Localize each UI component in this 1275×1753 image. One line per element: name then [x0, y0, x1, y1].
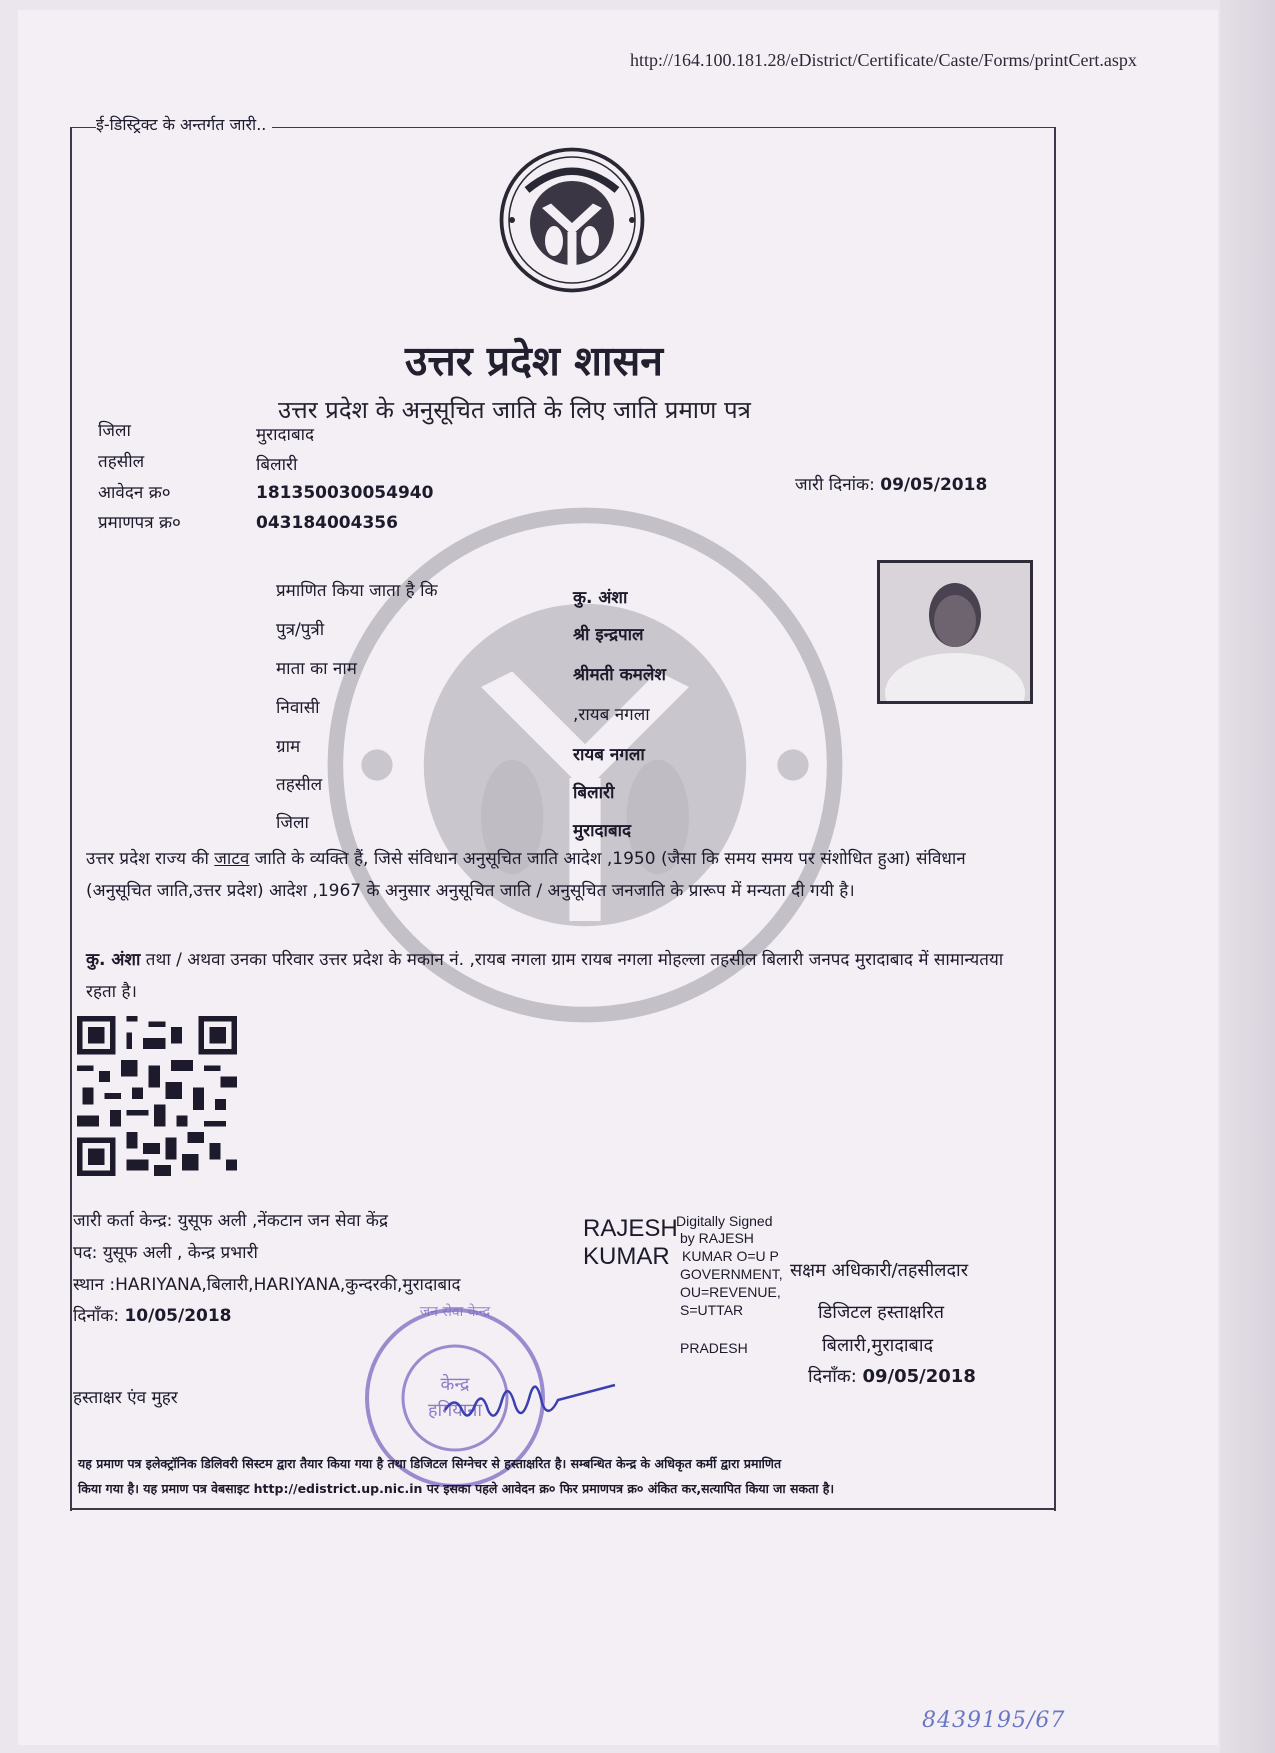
issued-under-note: ई-डिस्ट्रिक्ट के अन्तर्गत जारी..: [96, 113, 272, 135]
authority-date: [808, 1364, 976, 1388]
field-label-tehsil: तहसील: [276, 775, 323, 795]
stamp-place-text: हगियाना: [427, 1400, 483, 1421]
issuer-date-value: 10/05/2018: [124, 1306, 232, 1326]
authority-place: बिलारी,मुरादाबाद: [822, 1335, 934, 1356]
field-label-resident: निवासी: [276, 698, 320, 718]
issuer-date-label: दिनाँक:: [73, 1306, 120, 1326]
meta-label-tehsil: तहसील: [98, 452, 145, 472]
residence-text: तथा / अथवा उनका परिवार उत्तर प्रदेश के मकान नं. ,रायब नगला ग्राम रायब नगला मोहल्ला तहसील बिलारी जनपद मुरादाबाद में सामान्यतया रहता है।: [86, 950, 1004, 1002]
authority-digital-signed: डिजिटल हस्ताक्षरित: [818, 1302, 944, 1323]
person-photo-icon: [880, 563, 1030, 701]
sign-and-seal-label: हस्ताक्षर एंव मुहर: [73, 1388, 178, 1408]
field-value-resident: ,रायब नगला: [573, 705, 650, 725]
sig-line-6: S=UTTAR: [680, 1302, 744, 1318]
meta-label-district: जिला: [98, 421, 131, 441]
meta-label-certificate-no: प्रमाणपत्र क्र०: [98, 513, 181, 533]
sig-line-1: Digitally Signed: [676, 1213, 773, 1229]
handwritten-signature-icon: [440, 1355, 620, 1435]
meta-value-certificate-no: 043184004356: [256, 513, 398, 533]
certificate-subtitle: उत्तर प्रदेश के अनुसूचित जाति के लिए जाति प्रमाण पत्र: [278, 396, 751, 424]
issue-date: [795, 472, 987, 495]
issuing-center: जारी कर्ता केन्द्र: युसूफ अली ,नेंकटान जन सेवा केंद्र: [73, 1211, 388, 1231]
field-label-district: जिला: [276, 813, 309, 833]
sig-line-2: by RAJESH: [680, 1230, 754, 1246]
stamp-center-text: केन्द्र: [440, 1374, 470, 1395]
applicant-photo: [877, 560, 1033, 704]
up-government-emblem-icon: [497, 145, 647, 295]
issuer-date: [73, 1303, 232, 1326]
field-value-district: मुरादाबाद: [573, 821, 632, 841]
signer-name-line2: KUMAR: [583, 1243, 670, 1270]
meta-value-district: मुरादाबाद: [256, 425, 315, 445]
qr-code-icon: [77, 1016, 237, 1176]
field-label-mother: माता का नाम: [276, 659, 357, 679]
frame-bottom-border: [70, 1508, 1055, 1510]
caste-name: जाटव: [214, 849, 250, 869]
authority-date-label: दिनाँक:: [808, 1366, 857, 1387]
issuer-post: पद: युसूफ अली , केन्द्र प्रभारी: [73, 1243, 258, 1263]
residence-paragraph: [86, 944, 1016, 1008]
sig-line-7: PRADESH: [680, 1340, 748, 1356]
field-value-father: श्री इन्द्रपाल: [573, 625, 644, 645]
field-value-tehsil: बिलारी: [573, 783, 615, 803]
sig-line-4: GOVERNMENT,: [680, 1266, 783, 1282]
issue-date-label: जारी दिनांक:: [795, 475, 875, 495]
sig-line-3: KUMAR O=U P: [682, 1248, 779, 1264]
paragraph-text-start: उत्तर प्रदेश राज्य की: [86, 849, 215, 869]
paragraph-text-end: जाति के व्यक्ति हैं, जिसे संविधान अनुसूचित जाति आदेश ,1950 (जैसा कि समय समय पर संशोधित हुआ) संविधान (अनुसूचित जाति,उत्तर प्रदेश) आदेश ,1967 के अनुसार अनुसूचित जाति / अनुसूचित जनजाति के प्रारूप में मन्यता दी गयी है।: [86, 849, 966, 901]
footer-line-2: किया गया है। यह प्रमाण पत्र वेबसाइट http://edistrict.up.nic.in पर इसका पहले आवेदन क्र० फिर प्रमाणपत्र क्र० अंकित कर,सत्यापित किया जा सकता है।: [78, 1481, 835, 1496]
field-value-name: कु. अंशा: [573, 588, 628, 608]
issuer-place: स्थान :HARIYANA,बिलारी,HARIYANA,कुन्दरकी,मुरादाबाद: [73, 1275, 461, 1295]
meta-value-tehsil: बिलारी: [256, 455, 298, 475]
sig-line-5: OU=REVENUE,: [680, 1284, 781, 1300]
page-edge: [1220, 0, 1275, 1753]
residence-person-name: कु. अंशा: [86, 950, 141, 970]
authority-date-value: 09/05/2018: [862, 1366, 976, 1387]
field-value-village: रायब नगला: [573, 745, 645, 765]
signer-name-line1: RAJESH: [583, 1215, 678, 1242]
print-url: http://164.100.181.28/eDistrict/Certificate/Caste/Forms/printCert.aspx: [630, 50, 1137, 70]
field-value-mother: श्रीमती कमलेश: [573, 665, 666, 685]
field-label-certified: प्रमाणित किया जाता है कि: [276, 581, 438, 601]
caste-declaration-paragraph: [86, 843, 1016, 907]
field-label-child-of: पुत्र/पुत्री: [276, 620, 325, 640]
meta-label-application-no: आवेदन क्र०: [98, 483, 171, 503]
authority-title: सक्षम अधिकारी/तहसीलदार: [790, 1260, 969, 1281]
stamp-ring-text: जन सेवा केन्द्र: [419, 1304, 491, 1320]
meta-value-application-no: 181350030054940: [256, 483, 434, 503]
issue-date-value: 09/05/2018: [880, 475, 988, 495]
handwritten-number: 8439195/67: [922, 1708, 1066, 1733]
footer-line-1: यह प्रमाण पत्र इलेक्ट्रॉनिक डिलिवरी सिस्टम द्वारा तैयार किया गया है तथा डिजिटल सिग्नेचर से हस्ताक्षरित है। सम्बन्धित केन्द्र के अधिकृत कर्मी द्वारा प्रमाणित: [78, 1456, 782, 1471]
field-label-village: ग्राम: [276, 737, 301, 757]
government-title: उत्तर प्रदेश शासन: [405, 337, 664, 385]
